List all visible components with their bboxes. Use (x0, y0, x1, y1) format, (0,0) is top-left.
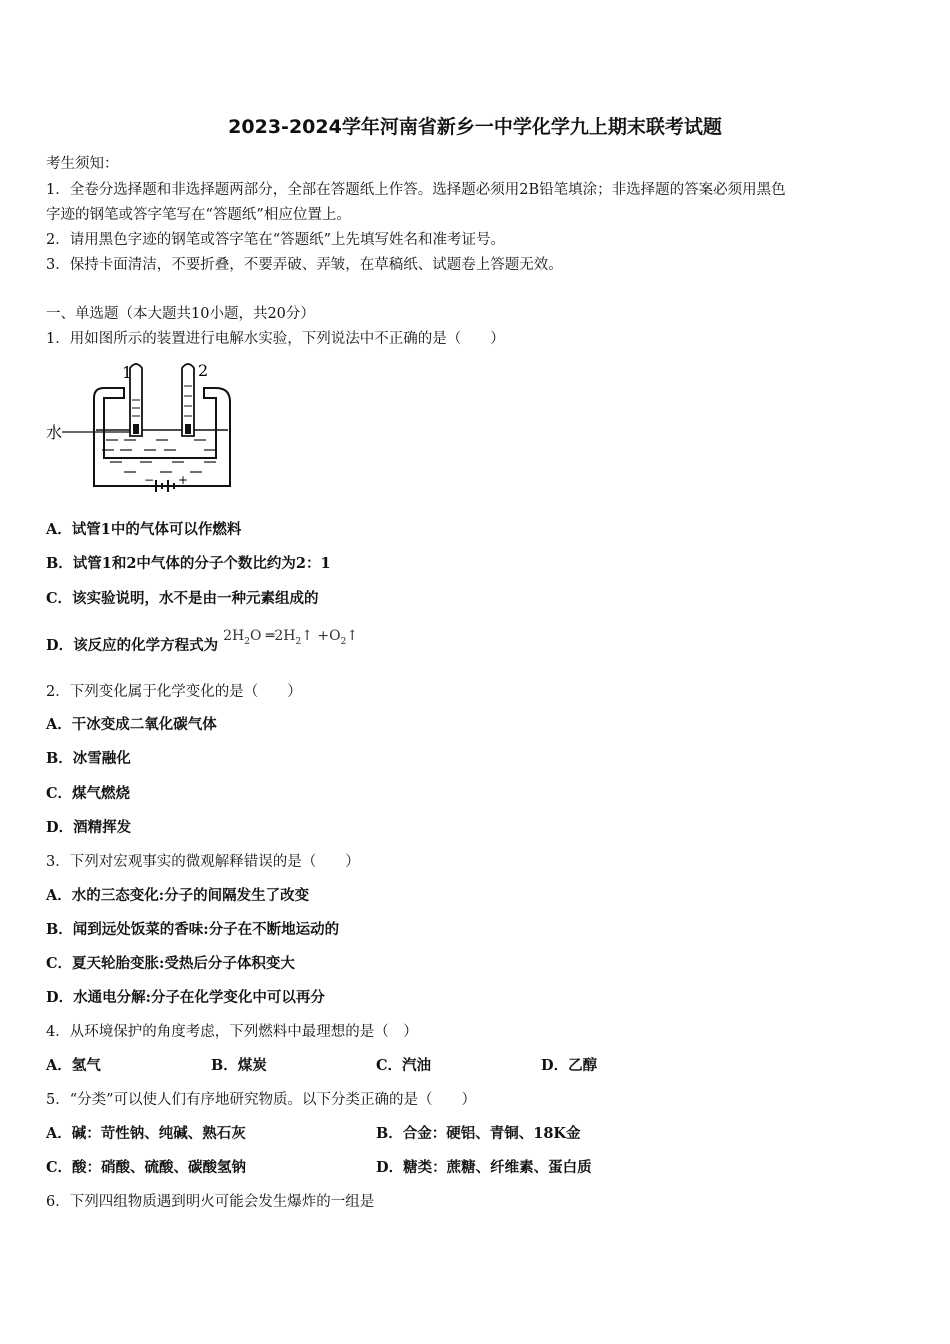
q6-stem: 6．下列四组物质遇到明火可能会发生爆炸的一组是 (46, 1194, 375, 1210)
notice-heading: 考生须知： (46, 156, 119, 172)
q5-option-c: C．酸：硝酸、硫酸、碳酸氢钠 (46, 1159, 247, 1176)
q3-stem: 3．下列对宏观事实的微观解释错误的是（ ） (46, 854, 360, 870)
q1-option-c: C．该实验说明，水不是由一种元素组成的 (46, 590, 319, 607)
electrolysis-figure (44, 358, 254, 498)
section-heading: 一、单选题（本大题共10小题，共20分） (46, 306, 315, 322)
notice-item-2: 2．请用黑色字迹的钢笔或答字笔在“答题纸”上先填写姓名和准考证号。 (46, 232, 506, 248)
q4-stem: 4．从环境保护的角度考虑，下列燃料中最理想的是（ ） (46, 1024, 418, 1040)
q1-option-d (46, 628, 359, 657)
q5-option-a: A．碱：苛性钠、纯碱、熟石灰 (46, 1125, 246, 1142)
q5-option-b: B．合金：硬铝、青铜、18K金 (376, 1125, 581, 1142)
q5-option-d: D．糖类：蔗糖、纤维素、蛋白质 (376, 1159, 592, 1176)
q3-option-d: D．水通电分解:分子在化学变化中可以再分 (46, 989, 325, 1006)
q1-option-a: A．试管1中的气体可以作燃料 (46, 521, 242, 538)
notice-item-1-cont: 字迹的钢笔或答字笔写在“答题纸”相应位置上。 (46, 207, 351, 223)
tube-2-label: 2 (198, 361, 209, 380)
q4-option-d: D．乙醇 (541, 1057, 598, 1074)
q1-option-d-text: D．该反应的化学方程式为 (46, 637, 219, 654)
q3-option-c: C．夏天轮胎变胀:受热后分子体积变大 (46, 955, 295, 972)
q3-option-a: A．水的三态变化:分子的间隔发生了改变 (46, 887, 310, 904)
q2-option-d: D．酒精挥发 (46, 819, 132, 836)
q3-option-b: B．闻到远处饭菜的香味:分子在不断地运动的 (46, 921, 340, 938)
notice-item-1: 1．全卷分选择题和非选择题两部分，全部在答题纸上作答。选择题必须用2B铅笔填涂；非选择题的答案必须用黑色 (46, 182, 786, 198)
q1-option-b: B．试管1和2中气体的分子个数比约为2：1 (46, 555, 331, 572)
page-title: 2023-2024学年河南省新乡一中学化学九上期末联考试题 (228, 116, 722, 138)
battery-plus-label: + (178, 473, 189, 487)
q2-stem: 2．下列变化属于化学变化的是（ ） (46, 684, 302, 700)
q2-option-c: C．煤气燃烧 (46, 785, 131, 802)
q1-stem: 1．用如图所示的装置进行电解水实验，下列说法中不正确的是（ ） (46, 331, 505, 347)
chemical-equation: $2H_2O$ $═2H_2↑$ $+O_2↑$ (223, 628, 359, 647)
notice-item-3: 3．保持卡面清洁，不要折叠，不要弄破、弄皱，在草稿纸、试题卷上答题无效。 (46, 257, 563, 273)
q4-option-c: C．汽油 (376, 1057, 432, 1074)
water-label: 水 (46, 423, 63, 442)
q5-stem: 5．“分类”可以使人们有序地研究物质。以下分类正确的是（ ） (46, 1092, 477, 1108)
tube-1-label: 1 (122, 363, 133, 382)
q4-option-a: A．氢气 (46, 1057, 101, 1074)
q2-option-a: A．干冰变成二氧化碳气体 (46, 716, 217, 733)
battery-minus-label: − (144, 473, 155, 487)
q4-option-b: B．煤炭 (211, 1057, 267, 1074)
q2-option-b: B．冰雪融化 (46, 750, 131, 767)
